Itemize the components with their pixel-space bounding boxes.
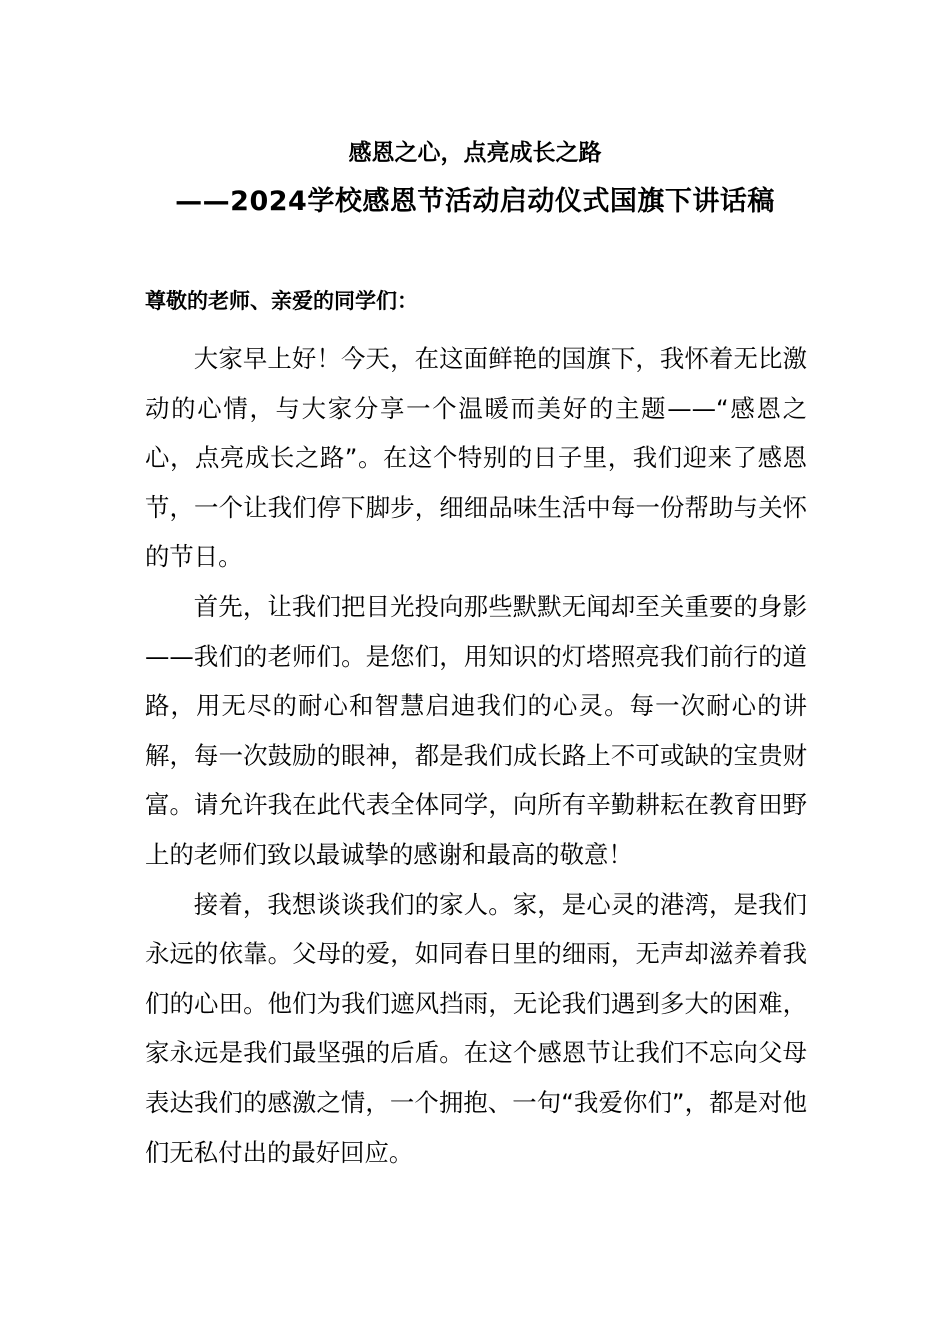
document-title: 感恩之心，点亮成长之路: [348, 140, 602, 166]
document-subtitle: ——2024学校感恩节活动启动仪式国旗下讲话稿: [175, 186, 775, 217]
paragraph-1: 大家早上好！今天，在这面鲜艳的国旗下，我怀着无比激动的心情，与大家分享一个温暖而美好的主题——“感恩之心，点亮成长之路”。在这个特别的日子里，我们迎来了感恩节，一个让我们停下脚步，细细品味生活中每一份帮助与关怀的节日。: [145, 344, 807, 572]
paragraph-2: 首先，让我们把目光投向那些默默无闻却至关重要的身影——我们的老师们。是您们，用知识的灯塔照亮我们前行的道路，用无尽的耐心和智慧启迪我们的心灵。每一次耐心的讲解，每一次鼓励的眼神，都是我们成长路上不可或缺的宝贵财富。请允许我在此代表全体同学，向所有辛勤耕耘在教育田野上的老师们致以最诚挚的感谢和最高的敬意！: [145, 591, 807, 869]
salutation: 尊敬的老师、亲爱的同学们：: [145, 289, 418, 313]
document-body: [145, 284, 807, 1177]
paragraph-3: 接着，我想谈谈我们的家人。家，是心灵的港湾，是我们永远的依靠。父母的爱，如同春日里的细雨，无声却滋养着我们的心田。他们为我们遮风挡雨，无论我们遇到多大的困难，家永远是我们最坚强的后盾。在这个感恩节让我们不忘向父母表达我们的感激之情，一个拥抱、一句“我爱你们”，都是对他们无私付出的最好回应。: [145, 889, 807, 1167]
